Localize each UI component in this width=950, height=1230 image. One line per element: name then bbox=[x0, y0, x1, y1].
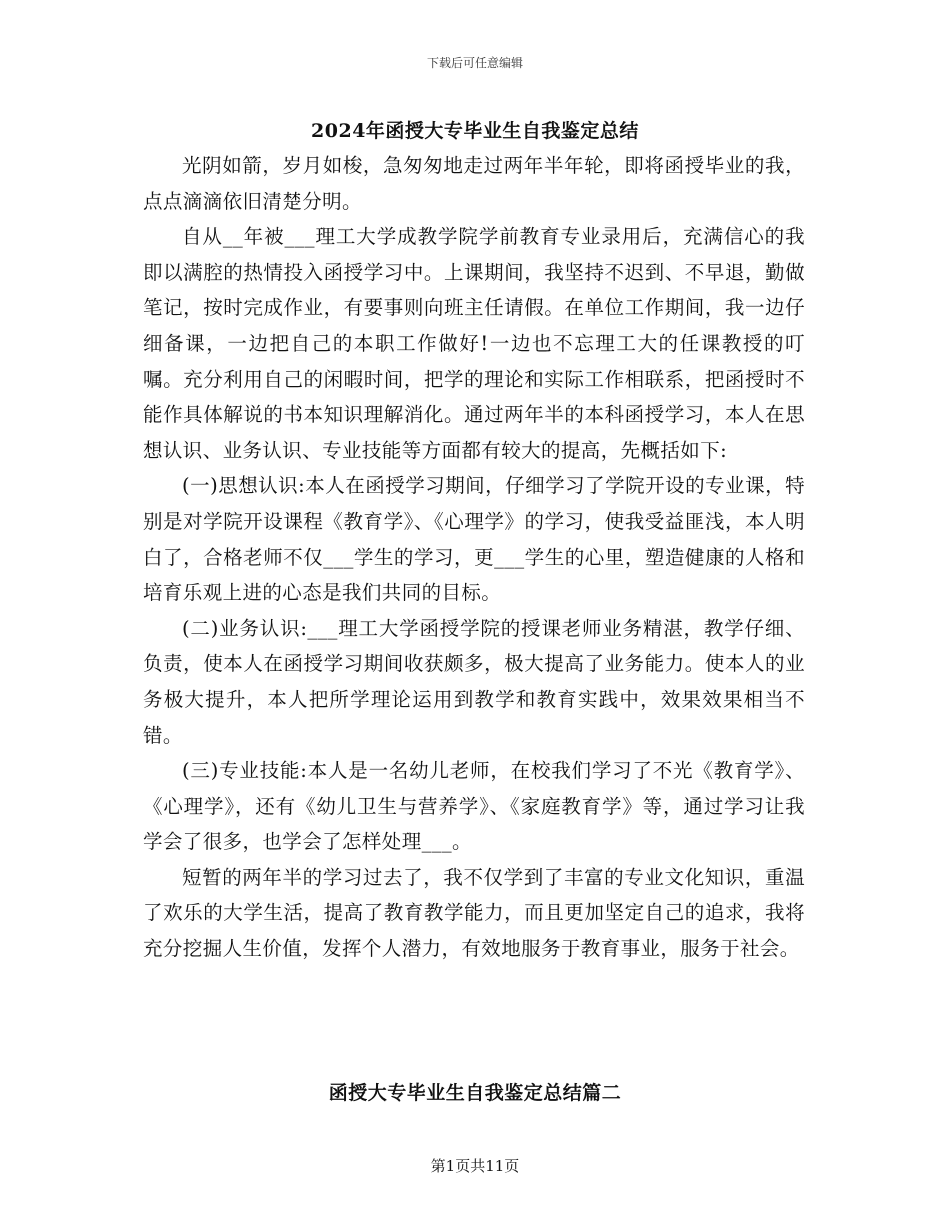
paragraph-ideological: (一)思想认识:本人在函授学习期间，仔细学习了学院开设的专业课，特别是对学院开设课程《教育学》、《心理学》的学习，使我受益匪浅，本人明白了，合格老师不仅___学生的学习，更___学生的心里，塑造健康的人格和培育乐观上进的心态是我们共同的目标。 bbox=[143, 474, 805, 605]
document-title: 2024年函授大专毕业生自我鉴定总结 bbox=[311, 120, 639, 142]
page-footer: 第1页共11页 bbox=[430, 1157, 520, 1175]
paragraph-professional: (二)业务认识:___理工大学函授学院的授课老师业务精湛，教学仔细、负责，使本人在函授学习期间收获颇多，极大提高了业务能力。使本人的业务极大提升，本人把所学理论运用到教学和教育实践中，效果效果相当不错。 bbox=[143, 616, 805, 747]
section-subtitle: 函授大专毕业生自我鉴定总结篇二 bbox=[328, 1082, 622, 1104]
header-note: 下载后可任意编辑 bbox=[426, 56, 523, 70]
document-body bbox=[143, 148, 805, 967]
paragraph-skills: (三)专业技能:本人是一名幼儿老师，在校我们学习了不光《教育学》、《心理学》，还有《幼儿卫生与营养学》、《家庭教育学》等，通过学习让我学会了很多，也学会了怎样处理___。 bbox=[143, 759, 805, 854]
paragraph-conclusion: 短暂的两年半的学习过去了，我不仅学到了丰富的专业文化知识，重温了欢乐的大学生活，提高了教育教学能力，而且更加坚定自己的追求，我将充分挖掘人生价值，发挥个人潜力，有效地服务于教育事业，服务于社会。 bbox=[143, 865, 805, 961]
paragraph-intro: 光阴如箭，岁月如梭，急匆匆地走过两年半年轮，即将函授毕业的我，点点滴滴依旧清楚分明。 bbox=[143, 154, 805, 213]
paragraph-study-overview: 自从__年被___理工大学成教学院学前教育专业录用后，充满信心的我即以满腔的热情投入函授学习中。上课期间，我坚持不迟到、不早退，勤做笔记，按时完成作业，有要事则向班主任请假。在单位工作期间，我一边仔细备课，一边把自己的本职工作做好!一边也不忘理工大的任课教授的叮嘱。充分利用自己的闲暇时间，把学的理论和实际工作相联系，把函授时不能作具体解说的书本知识理解消化。通过两年半的本科函授学习，本人在思想认识、业务认识、专业技能等方面都有较大的提高，先概括如下: bbox=[143, 225, 805, 462]
